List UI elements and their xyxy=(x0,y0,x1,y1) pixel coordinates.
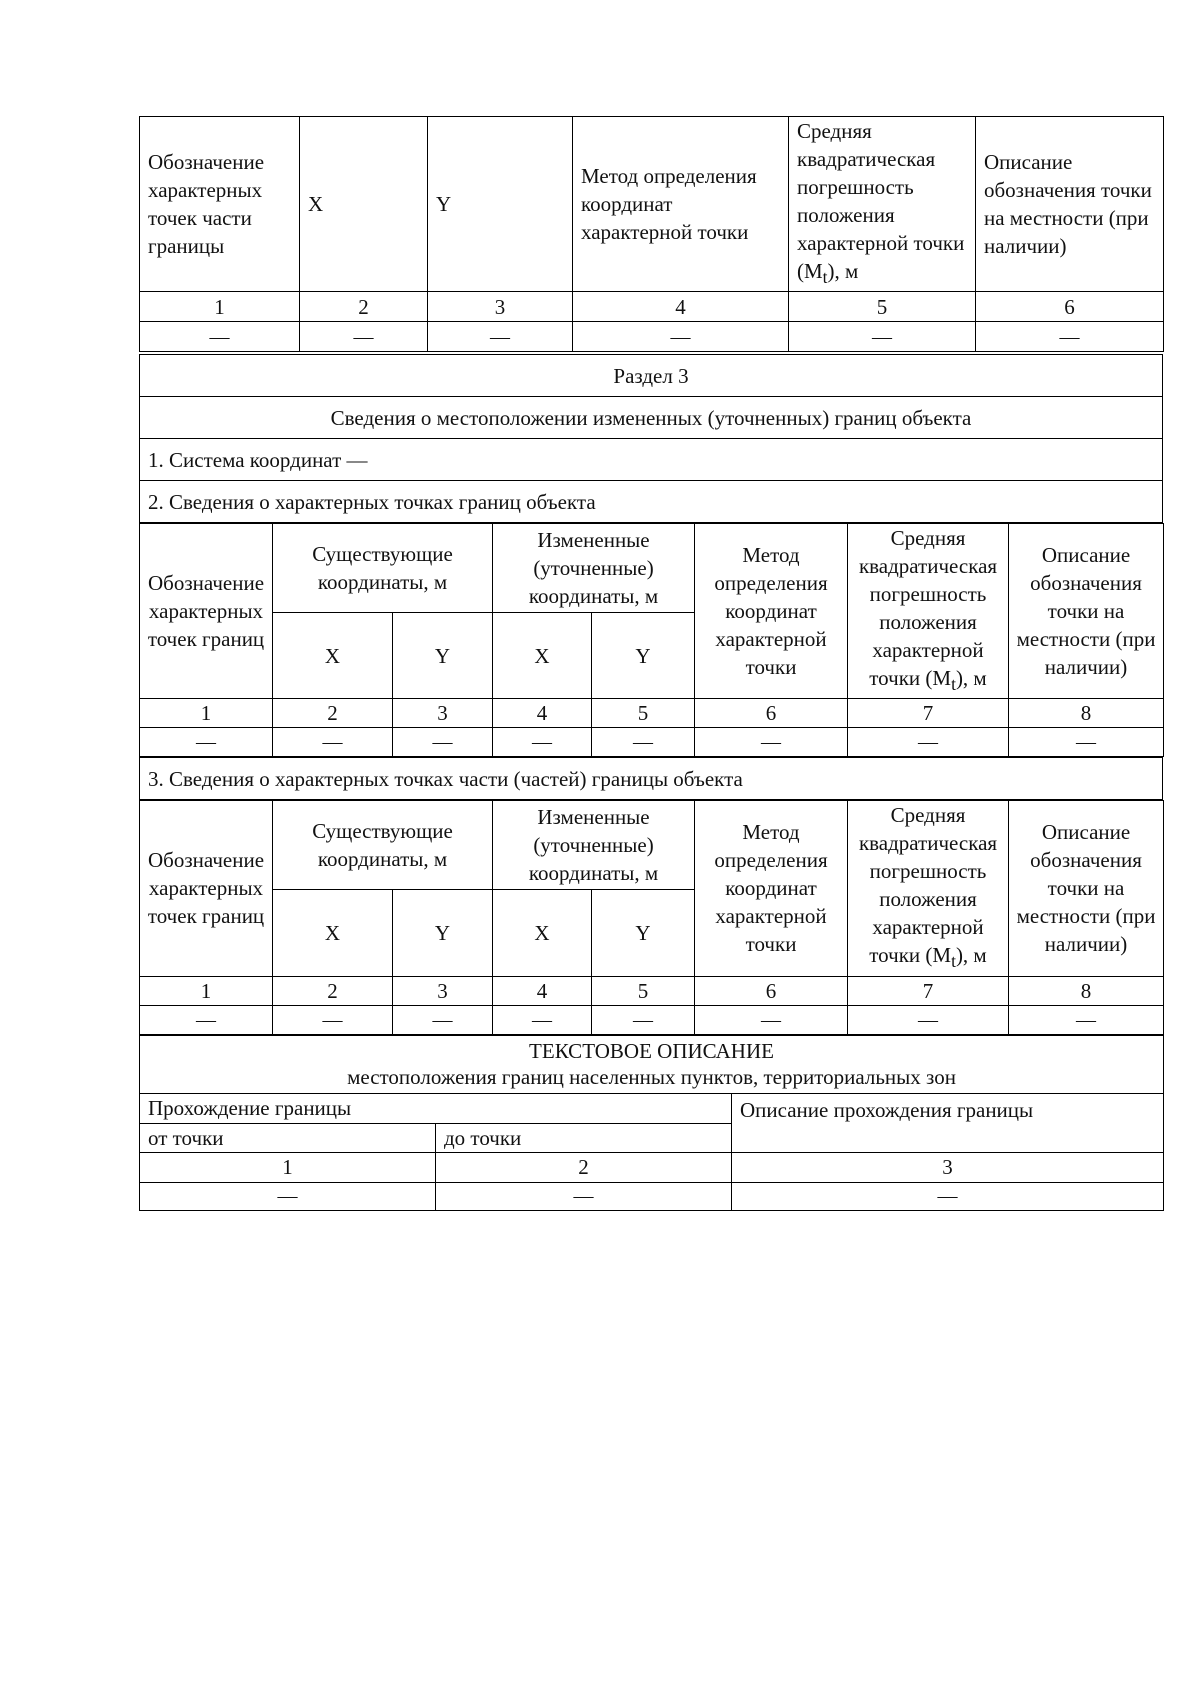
col-number: 5 xyxy=(789,292,976,322)
header-method: Метод определения координат характерной точки xyxy=(695,801,848,976)
header-error xyxy=(848,801,1009,976)
empty-cell: — xyxy=(493,728,592,757)
boundary-points-table xyxy=(139,523,1164,757)
header-changed-coords: Измененные (уточненные) координаты, м xyxy=(493,524,695,613)
col-number: 2 xyxy=(273,976,393,1005)
empty-cell: — xyxy=(848,728,1009,757)
header-description: Описание обозначения точки на местности (при наличии) xyxy=(1009,524,1164,699)
number-row xyxy=(140,976,1164,1005)
header-error-sub: t xyxy=(951,951,956,972)
text-description-subtitle: местоположения границ населенных пунктов, территориальных зон xyxy=(347,1065,956,1090)
col-number: 5 xyxy=(592,699,695,728)
header-from-point: от точки xyxy=(140,1123,436,1152)
header-error-text: Средняя квадратическая погрешность положения характерной точки (M xyxy=(858,803,998,968)
col-number: 4 xyxy=(573,292,789,322)
empty-cell: — xyxy=(592,1005,695,1034)
col-number: 1 xyxy=(140,976,273,1005)
text-description-heading xyxy=(140,1035,1164,1093)
col-number: 5 xyxy=(592,976,695,1005)
header-designation: Обозначение характерных точек границ xyxy=(140,801,273,976)
col-number: 1 xyxy=(140,1152,436,1182)
empty-cell: — xyxy=(300,322,428,352)
empty-cell: — xyxy=(140,728,273,757)
part-points-title: 3. Сведения о характерных точках части (частей) границы объекта xyxy=(140,758,1163,800)
table-row xyxy=(140,1005,1164,1034)
col-number: 1 xyxy=(140,699,273,728)
col-number: 1 xyxy=(140,292,300,322)
part-boundary-points-table-2 xyxy=(139,800,1164,1034)
header-existing-coords: Существующие координаты, м xyxy=(273,801,493,890)
empty-cell: — xyxy=(273,728,393,757)
header-error-text: Средняя квадратическая погрешность положения характерной точки (M xyxy=(858,526,998,691)
col-number: 7 xyxy=(848,976,1009,1005)
header-error xyxy=(789,117,976,292)
empty-cell: — xyxy=(695,1005,848,1034)
table-header-row xyxy=(140,117,1164,292)
empty-cell: — xyxy=(273,1005,393,1034)
header-y: Y xyxy=(592,889,695,976)
col-number: 6 xyxy=(695,976,848,1005)
header-designation: Обозначение характерных точек границ xyxy=(140,524,273,699)
part-boundary-points-table xyxy=(139,116,1164,352)
header-error-sub: t xyxy=(951,674,956,695)
col-number: 3 xyxy=(732,1152,1164,1182)
header-to-point: до точки xyxy=(436,1123,732,1152)
col-number: 3 xyxy=(393,976,493,1005)
header-description: Описание обозначения точки на местности (при наличии) xyxy=(1009,801,1164,976)
empty-cell: — xyxy=(393,728,493,757)
empty-cell: — xyxy=(428,322,573,352)
table-row xyxy=(140,1182,1164,1210)
header-passage-description: Описание прохождения границы xyxy=(732,1093,1164,1152)
empty-cell: — xyxy=(436,1182,732,1210)
empty-cell: — xyxy=(573,322,789,352)
header-y: Y xyxy=(393,612,493,699)
header-error-suffix: ), м xyxy=(827,259,859,283)
header-error-sub: t xyxy=(822,267,828,288)
header-x: X xyxy=(493,889,592,976)
table-row xyxy=(140,728,1164,757)
col-number: 7 xyxy=(848,699,1009,728)
header-x: X xyxy=(273,889,393,976)
col-number: 8 xyxy=(1009,976,1164,1005)
header-error-suffix: ), м xyxy=(955,666,987,691)
header-boundary-passage: Прохождение границы xyxy=(140,1093,732,1123)
col-number: 4 xyxy=(493,699,592,728)
points-title: 2. Сведения о характерных точках границ объекта xyxy=(140,481,1163,523)
number-row xyxy=(140,1152,1164,1182)
empty-cell: — xyxy=(848,1005,1009,1034)
header-x: X xyxy=(493,612,592,699)
header-x: X xyxy=(300,117,428,292)
text-description-title: ТЕКСТОВОЕ ОПИСАНИЕ xyxy=(529,1039,774,1064)
col-number: 6 xyxy=(695,699,848,728)
header-y: Y xyxy=(393,889,493,976)
empty-cell: — xyxy=(695,728,848,757)
part-points-title-table xyxy=(139,757,1163,800)
empty-cell: — xyxy=(592,728,695,757)
header-error-suffix: ), м xyxy=(955,943,987,968)
empty-cell: — xyxy=(393,1005,493,1034)
col-number: 4 xyxy=(493,976,592,1005)
document-sheet xyxy=(139,116,1163,1211)
header-error xyxy=(848,524,1009,699)
empty-cell: — xyxy=(1009,1005,1164,1034)
text-description-table xyxy=(139,1035,1164,1211)
col-number: 6 xyxy=(976,292,1164,322)
empty-cell: — xyxy=(732,1182,1164,1210)
section-subtitle: Сведения о местоположении измененных (уточненных) границ объекта xyxy=(140,397,1163,439)
empty-cell: — xyxy=(140,322,300,352)
header-method: Метод определения координат характерной точки xyxy=(695,524,848,699)
empty-cell: — xyxy=(140,1005,273,1034)
header-changed-coords: Измененные (уточненные) координаты, м xyxy=(493,801,695,890)
col-number: 2 xyxy=(273,699,393,728)
header-y: Y xyxy=(428,117,573,292)
col-number: 2 xyxy=(436,1152,732,1182)
header-y: Y xyxy=(592,612,695,699)
header-method: Метод определения координат характерной точки xyxy=(573,117,789,292)
col-number: 3 xyxy=(428,292,573,322)
col-number: 2 xyxy=(300,292,428,322)
header-error-text: Средняя квадратическая погрешность положения характерной точки (M xyxy=(797,119,965,283)
col-number: 3 xyxy=(393,699,493,728)
number-row xyxy=(140,699,1164,728)
empty-cell: — xyxy=(789,322,976,352)
number-row xyxy=(140,292,1164,322)
empty-cell: — xyxy=(1009,728,1164,757)
header-description: Описание обозначения точки на местности (при наличии) xyxy=(976,117,1164,292)
header-x: X xyxy=(273,612,393,699)
empty-cell: — xyxy=(493,1005,592,1034)
header-existing-coords: Существующие координаты, м xyxy=(273,524,493,613)
section-title: Раздел 3 xyxy=(140,355,1163,397)
section3-header-table xyxy=(139,354,1163,523)
empty-cell: — xyxy=(140,1182,436,1210)
col-number: 8 xyxy=(1009,699,1164,728)
coordinate-system: 1. Система координат — xyxy=(140,439,1163,481)
header-designation: Обозначение характерных точек части границы xyxy=(140,117,300,292)
table-row xyxy=(140,322,1164,352)
empty-cell: — xyxy=(976,322,1164,352)
